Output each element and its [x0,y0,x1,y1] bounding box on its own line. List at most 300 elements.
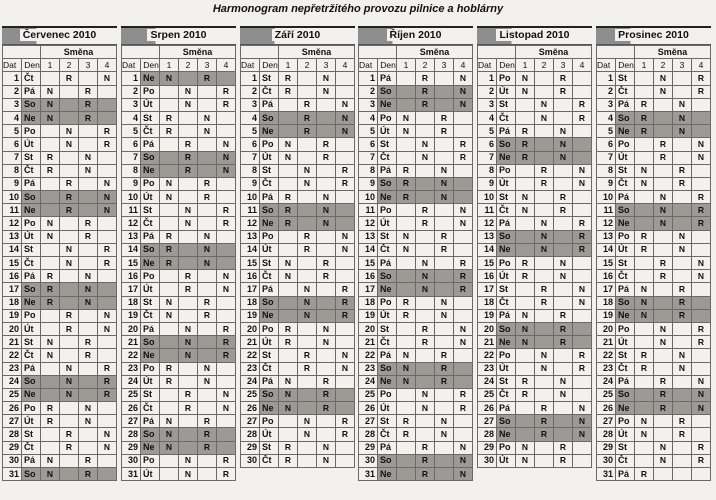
weekday-cell: St [378,230,397,243]
shift-cell [673,204,692,217]
shift-cell: R [279,441,298,454]
table-row [241,441,355,454]
shift-cell: R [179,402,198,415]
date-cell: 24 [478,375,497,388]
date-cell: 3 [478,98,497,111]
shift-cell [336,204,355,217]
weekday-cell: Čt [22,72,41,85]
shift-cell: R [573,349,592,362]
table-row [597,454,711,467]
shift-cell [435,204,454,217]
shift-cell: N [397,243,416,256]
table-row [478,283,592,296]
shift-cell: N [79,164,98,177]
table-row [122,402,236,415]
table-row [597,125,711,138]
shift-cell [198,322,217,335]
date-header: Dat [478,59,497,72]
month-table [2,45,117,481]
shift-cell [635,388,654,401]
weekday-cell: Út [378,125,397,138]
shift-cell: R [673,296,692,309]
date-cell: 14 [122,243,141,256]
date-cell: 16 [3,270,22,283]
shift-cell: N [198,375,217,388]
shift-cell: R [535,415,554,428]
shift-cell: N [654,191,673,204]
date-cell: 25 [359,388,378,401]
table-row [597,428,711,441]
table-row [241,402,355,415]
shift-cell: N [298,296,317,309]
table-row [597,336,711,349]
shift-cell [535,191,554,204]
shift-cell: N [416,402,435,415]
shift-cell: R [435,362,454,375]
shift-cell [535,72,554,85]
shift-cell [435,322,454,335]
month-block [240,26,355,468]
shift-cell [160,98,179,111]
shift-cell: N [635,415,654,428]
shift-cell: N [198,230,217,243]
shift-cell: R [435,375,454,388]
table-row [241,270,355,283]
date-cell: 6 [478,138,497,151]
shift-cell [635,72,654,85]
shift-cell [635,138,654,151]
table-row [359,243,473,256]
table-row [3,125,117,138]
date-cell: 17 [3,283,22,296]
shift-cell: N [279,257,298,270]
shift-cell: R [336,428,355,441]
table-row [122,441,236,454]
shift-cell: R [535,177,554,190]
shift-cell: N [516,454,535,467]
date-cell: 17 [597,283,616,296]
shift-cell: N [179,322,198,335]
shift-cell [673,388,692,401]
shift-cell [535,85,554,98]
shift-cell [654,111,673,124]
shift-cell [198,336,217,349]
shift-cell: N [435,177,454,190]
shift-cell: N [79,296,98,309]
shift-cell [98,217,117,230]
shift-cell [160,283,179,296]
shift-cell [692,296,711,309]
shift-cell: R [397,428,416,441]
table-row [359,454,473,467]
shift-cell: R [179,283,198,296]
shift-cell [179,428,198,441]
date-cell: 8 [359,164,378,177]
table-row [3,362,117,375]
shift-cell: N [397,362,416,375]
shift-cell: R [535,402,554,415]
table-row [3,72,117,85]
shift-cell [454,230,473,243]
shift-cell [654,243,673,256]
table-row [241,72,355,85]
weekday-cell: So [22,98,41,111]
table-row [478,309,592,322]
shift-cell: N [336,98,355,111]
shift-cell: N [516,204,535,217]
weekday-cell: Ne [260,217,279,230]
shift-cell: R [573,230,592,243]
table-row [359,415,473,428]
table-row [3,468,117,481]
shift-cell: N [60,243,79,256]
shift-cell [516,164,535,177]
shift-cell: N [60,388,79,401]
shift-cell [435,283,454,296]
shift-cell: R [673,283,692,296]
table-row [359,309,473,322]
page-title: Harmonogram nepřetržitého provozu pilnice a hoblárny [212,3,504,15]
weekday-cell: Ne [378,191,397,204]
weekday-cell: Po [141,177,160,190]
shift-cell: R [673,415,692,428]
weekday-cell: So [141,243,160,256]
weekday-cell: So [260,296,279,309]
weekday-cell: Út [141,191,160,204]
day-header: Den [497,59,516,72]
table-row [597,151,711,164]
shift-cell [179,177,198,190]
date-cell: 14 [359,243,378,256]
table-row [359,296,473,309]
table-row [597,415,711,428]
shift-cell [573,191,592,204]
shift-cell: R [554,204,573,217]
shift-cell: R [397,309,416,322]
table-row [3,177,117,190]
shift-cell: N [573,177,592,190]
shift-cell [160,322,179,335]
month-title: Červenec 2010 [2,26,117,45]
header-blank [122,46,160,59]
date-header: Dat [597,59,616,72]
date-cell: 27 [3,415,22,428]
shift-cell [654,230,673,243]
date-cell: 1 [359,72,378,85]
table-row [241,191,355,204]
date-cell: 4 [359,111,378,124]
shift-cell: R [198,191,217,204]
shift-cell: R [41,283,60,296]
shift-cell [79,125,98,138]
table-row [597,375,711,388]
shift-cell [635,151,654,164]
weekday-cell: St [141,296,160,309]
weekday-cell: Út [616,151,635,164]
shift-cell: N [454,98,473,111]
date-cell: 29 [359,441,378,454]
shift-cell [692,177,711,190]
weekday-cell: Ne [616,217,635,230]
shift-cell [41,243,60,256]
table-row [122,349,236,362]
table-row [597,349,711,362]
weekday-cell: St [378,415,397,428]
table-row [597,322,711,335]
table-row [122,98,236,111]
shift-cell [217,362,236,375]
date-cell: 3 [3,98,22,111]
table-row [597,230,711,243]
date-cell: 6 [122,138,141,151]
month-table [477,45,592,468]
shift-cell [535,257,554,270]
shift-cell: N [635,164,654,177]
shift-cell: N [217,388,236,401]
shift-number: 1 [41,59,60,72]
shift-number: 2 [179,59,198,72]
weekday-cell: Po [141,85,160,98]
shift-cell: R [60,177,79,190]
shift-cell: R [416,454,435,467]
date-cell: 3 [597,98,616,111]
shift-cell: R [673,177,692,190]
date-cell: 6 [241,138,260,151]
shift-cell: N [217,151,236,164]
date-cell: 26 [122,402,141,415]
table-row [359,336,473,349]
shift-cell: R [554,441,573,454]
date-cell: 18 [597,296,616,309]
shift-cell [635,454,654,467]
shift-cell [516,230,535,243]
shift-cell: R [60,72,79,85]
weekday-cell: Po [378,204,397,217]
shift-cell: N [516,441,535,454]
table-row [597,257,711,270]
shift-cell [397,468,416,481]
table-row [3,230,117,243]
weekday-cell: Čt [260,454,279,467]
shift-cell: N [317,454,336,467]
shift-cell [454,177,473,190]
shift-cell [60,111,79,124]
table-row [241,204,355,217]
table-row [122,415,236,428]
shift-cell [573,257,592,270]
date-cell: 20 [478,322,497,335]
table-row [478,296,592,309]
shift-cell [41,204,60,217]
table-row [597,402,711,415]
shift-cell [298,388,317,401]
shift-cell [317,125,336,138]
shift-cell: R [298,243,317,256]
weekday-cell: Čt [260,270,279,283]
shift-cell: R [160,125,179,138]
shift-cell [279,177,298,190]
shift-cell [416,243,435,256]
table-row [359,428,473,441]
weekday-cell: Út [260,336,279,349]
weekday-cell: So [616,111,635,124]
shift-cell [41,177,60,190]
table-row [478,336,592,349]
date-cell: 23 [359,362,378,375]
weekday-cell: St [141,204,160,217]
weekday-cell: Ne [260,125,279,138]
shift-cell [98,454,117,467]
shift-cell: R [279,72,298,85]
shift-cell [279,309,298,322]
weekday-cell: So [141,428,160,441]
shift-cell: R [416,98,435,111]
shift-cell [416,164,435,177]
table-row [122,125,236,138]
table-row [478,454,592,467]
shift-number: 2 [654,59,673,72]
shift-cell [179,441,198,454]
shift-cell [179,296,198,309]
shift-cell: N [336,243,355,256]
date-cell: 19 [3,309,22,322]
shift-cell [654,362,673,375]
shift-cell: R [635,125,654,138]
table-row [478,177,592,190]
date-cell: 12 [3,217,22,230]
shift-cell: N [654,217,673,230]
table-row [3,164,117,177]
shift-cell: N [454,336,473,349]
date-cell: 19 [241,309,260,322]
month-title: Září 2010 [240,26,355,45]
shift-cell: N [279,375,298,388]
shift-cell: N [79,270,98,283]
table-row [359,217,473,230]
date-cell: 1 [241,72,260,85]
shift-cell [554,415,573,428]
shift-cell: R [416,336,435,349]
shift-cell: R [98,388,117,401]
date-cell: 24 [597,375,616,388]
shift-cell [573,125,592,138]
table-row [241,349,355,362]
weekday-cell: Út [141,375,160,388]
shift-cell: N [416,257,435,270]
shift-cell: R [198,296,217,309]
shift-cell [397,283,416,296]
table-row [241,375,355,388]
weekday-cell: Čt [497,204,516,217]
date-cell: 30 [478,454,497,467]
shift-cell [654,468,673,481]
weekday-cell: So [260,204,279,217]
shift-header: Směna [160,46,236,59]
shift-cell [397,454,416,467]
shift-number: 4 [454,59,473,72]
weekday-cell: Čt [22,164,41,177]
shift-cell: R [454,388,473,401]
table-row [478,191,592,204]
shift-cell: N [98,428,117,441]
shift-cell: N [454,441,473,454]
weekday-cell: St [616,349,635,362]
date-cell: 7 [241,151,260,164]
shift-cell: R [692,322,711,335]
date-cell: 24 [122,375,141,388]
weekday-cell: Ne [497,428,516,441]
shift-cell [160,468,179,481]
shift-cell [673,322,692,335]
shift-cell: N [198,243,217,256]
shift-cell: N [98,72,117,85]
date-cell: 8 [241,164,260,177]
weekday-cell: St [141,111,160,124]
table-row [478,204,592,217]
shift-cell [60,349,79,362]
date-cell: 2 [359,85,378,98]
date-cell: 8 [122,164,141,177]
table-row [241,151,355,164]
shift-number: 4 [573,59,592,72]
weekday-cell: So [378,362,397,375]
date-cell: 9 [3,177,22,190]
shift-cell: R [516,151,535,164]
shift-cell [179,111,198,124]
table-row [241,257,355,270]
shift-cell: N [516,309,535,322]
shift-cell: N [554,257,573,270]
date-cell: 22 [359,349,378,362]
month-block [477,26,592,468]
weekday-cell: Pá [616,375,635,388]
date-cell: 7 [122,151,141,164]
header-blank [359,46,397,59]
shift-cell: N [692,270,711,283]
day-header: Den [141,59,160,72]
date-cell: 31 [122,468,141,481]
shift-cell: R [298,349,317,362]
weekday-cell: Čt [378,428,397,441]
shift-cell: R [516,125,535,138]
shift-cell: R [179,270,198,283]
shift-cell [336,138,355,151]
date-cell: 30 [359,454,378,467]
shift-cell [535,454,554,467]
shift-cell [397,270,416,283]
shift-cell: R [79,111,98,124]
date-cell: 16 [122,270,141,283]
shift-cell: N [673,125,692,138]
shift-cell [298,322,317,335]
weekday-cell: Ne [22,388,41,401]
shift-cell [298,85,317,98]
table-row [122,428,236,441]
table-row [241,98,355,111]
weekday-cell: St [260,164,279,177]
table-row [3,428,117,441]
weekday-cell: Po [616,230,635,243]
shift-cell [317,283,336,296]
weekday-cell: Út [141,468,160,481]
shift-cell: R [279,454,298,467]
table-row [122,151,236,164]
table-row [3,204,117,217]
shift-cell: R [516,270,535,283]
shift-cell: N [397,375,416,388]
shift-number: 4 [98,59,117,72]
shift-cell: N [416,270,435,283]
